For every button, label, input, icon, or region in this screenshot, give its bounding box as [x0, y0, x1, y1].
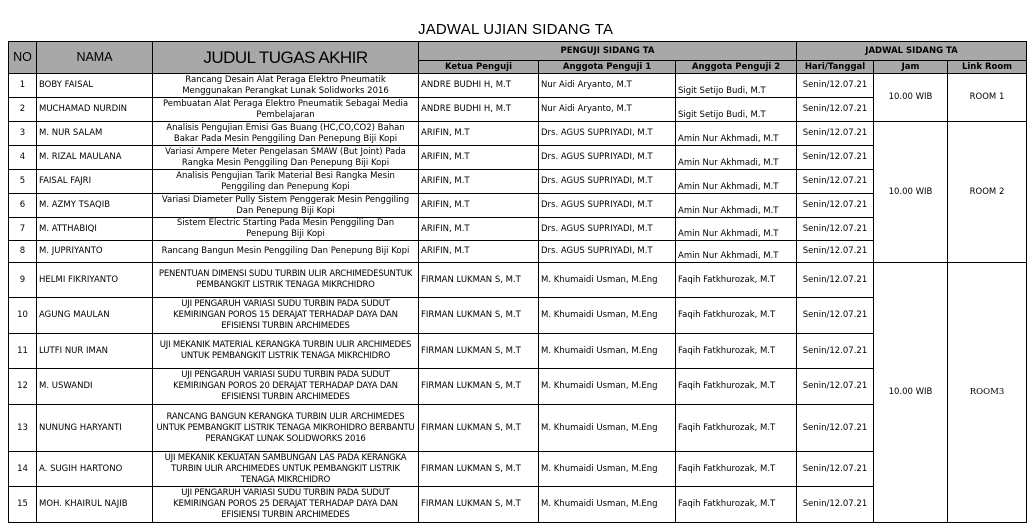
row-no: 8 [9, 241, 37, 263]
row-no: 5 [9, 170, 37, 194]
row-anggota1: M. Khumaidi Usman, M.Eng [539, 369, 676, 405]
row-judul: UJI MEKANIK KEKUATAN SAMBUNGAN LAS PADA KERANGKA TURBIN ULIR ARCHIMEDES UNTUK PEMBANGKIT LISTRIK TENAGA MIKRCHIDRO [153, 452, 419, 487]
row-anggota2: Sigit Setijo Budi, M.T [676, 98, 797, 122]
row-no: 10 [9, 298, 37, 334]
row-anggota1: Drs. AGUS SUPRIYADI, M.T [539, 218, 676, 241]
row-nama: A. SUGIH HARTONO [37, 452, 153, 487]
header-jam: Jam [874, 61, 948, 74]
row-judul: RANCANG BANGUN KERANGKA TURBIN ULIR ARCHIMEDES UNTUK PEMBANGKIT LISTRIK TENAGA MIKROHIDRO BERBANTU PERANGKAT LUNAK SOLIDWORKS 2016 [153, 405, 419, 452]
row-nama: AGUNG MAULAN [37, 298, 153, 334]
row-nama: NUNUNG HARYANTI [37, 405, 153, 452]
group-room: ROOM3 [948, 263, 1027, 523]
row-hari: Senin/12.07.21 [797, 452, 874, 487]
row-anggota2: Amin Nur Akhmadi, M.T [676, 122, 797, 146]
row-judul: Analisis Pengujian Emisi Gas Buang (HC,CO,CO2) Bahan Bakar Pada Mesin Penggiling Dan Penepung Biji Kopi [153, 122, 419, 146]
row-ketua: ARIFIN, M.T [419, 241, 539, 263]
row-anggota1: Drs. AGUS SUPRIYADI, M.T [539, 122, 676, 146]
row-judul: Variasi Ampere Meter Pengelasan SMAW (But Joint) Pada Rangka Mesin Penggiling Dan Penepung Biji Kopi [153, 146, 419, 170]
row-no: 14 [9, 452, 37, 487]
row-ketua: FIRMAN LUKMAN S, M.T [419, 298, 539, 334]
row-hari: Senin/12.07.21 [797, 146, 874, 170]
page-title: JADWAL UJIAN SIDANG TA [418, 21, 614, 38]
group-jam: 10.00 WIB [874, 122, 948, 263]
group-jam: 10.00 WIB [874, 263, 948, 523]
row-anggota2: Faqih Fatkhurozak, M.T [676, 405, 797, 452]
row-ketua: FIRMAN LUKMAN S, M.T [419, 334, 539, 369]
row-nama: M. RIZAL MAULANA [37, 146, 153, 170]
header-room: Link Room [948, 61, 1027, 74]
row-nama: M. JUPRIYANTO [37, 241, 153, 263]
header-nama: NAMA [37, 42, 153, 74]
row-no: 4 [9, 146, 37, 170]
row-anggota2: Amin Nur Akhmadi, M.T [676, 170, 797, 194]
row-judul: Rancang Desain Alat Peraga Elektro Pneumatik Menggunakan Perangkat Lunak Solidworks 2016 [153, 74, 419, 98]
row-nama: M. ATTHABIQI [37, 218, 153, 241]
row-judul: UJI PENGARUH VARIASI SUDU TURBIN PADA SUDUT KEMIRINGAN POROS 20 DERAJAT TERHADAP DAYA DAN EFISIENSI TURBIN ARCHIMEDES [153, 369, 419, 405]
header-hari: Hari/Tanggal [797, 61, 874, 74]
row-anggota1: Drs. AGUS SUPRIYADI, M.T [539, 241, 676, 263]
header-penguji-group: PENGUJI SIDANG TA [419, 42, 797, 61]
row-hari: Senin/12.07.21 [797, 170, 874, 194]
row-anggota2: Amin Nur Akhmadi, M.T [676, 218, 797, 241]
row-hari: Senin/12.07.21 [797, 241, 874, 263]
row-anggota2: Faqih Fatkhurozak, M.T [676, 487, 797, 523]
row-ketua: ANDRE BUDHI H, M.T [419, 74, 539, 98]
row-anggota1: M. Khumaidi Usman, M.Eng [539, 405, 676, 452]
row-anggota1: Drs. AGUS SUPRIYADI, M.T [539, 170, 676, 194]
row-anggota1: Drs. AGUS SUPRIYADI, M.T [539, 146, 676, 170]
row-ketua: ARIFIN, M.T [419, 122, 539, 146]
row-anggota1: Nur Aidi Aryanto, M.T [539, 74, 676, 98]
row-judul: UJI PENGARUH VARIASI SUDU TURBIN PADA SUDUT KEMIRINGAN POROS 25 DERAJAT TERHADAP DAYA DAN EFISIENSI TURBIN ARCHIMEDES [153, 487, 419, 523]
row-anggota2: Amin Nur Akhmadi, M.T [676, 194, 797, 218]
row-hari: Senin/12.07.21 [797, 334, 874, 369]
group-jam: 10.00 WIB [874, 74, 948, 122]
row-judul: Pembuatan Alat Peraga Elektro Pneumatik Sebagai Media Pembelajaran [153, 98, 419, 122]
row-ketua: ARIFIN, M.T [419, 194, 539, 218]
row-ketua: FIRMAN LUKMAN S, M.T [419, 487, 539, 523]
row-ketua: ARIFIN, M.T [419, 146, 539, 170]
row-anggota2: Faqih Fatkhurozak, M.T [676, 263, 797, 298]
row-hari: Senin/12.07.21 [797, 74, 874, 98]
row-hari: Senin/12.07.21 [797, 298, 874, 334]
table-row [9, 122, 1027, 146]
row-hari: Senin/12.07.21 [797, 98, 874, 122]
row-ketua: ANDRE BUDHI H, M.T [419, 98, 539, 122]
row-anggota1: M. Khumaidi Usman, M.Eng [539, 334, 676, 369]
table-row [9, 263, 1027, 298]
row-ketua: ARIFIN, M.T [419, 170, 539, 194]
row-nama: MUCHAMAD NURDIN [37, 98, 153, 122]
row-ketua: ARIFIN, M.T [419, 218, 539, 241]
group-room: ROOM 1 [948, 74, 1027, 122]
row-ketua: FIRMAN LUKMAN S, M.T [419, 369, 539, 405]
row-judul: Rancang Bangun Mesin Penggiling Dan Penepung Biji Kopi [153, 241, 419, 263]
row-anggota2: Sigit Setijo Budi, M.T [676, 74, 797, 98]
row-no: 11 [9, 334, 37, 369]
row-no: 1 [9, 74, 37, 98]
table-header [9, 42, 1027, 74]
row-no: 7 [9, 218, 37, 241]
row-hari: Senin/12.07.21 [797, 263, 874, 298]
row-hari: Senin/12.07.21 [797, 369, 874, 405]
row-no: 9 [9, 263, 37, 298]
row-nama: M. AZMY TSAQIB [37, 194, 153, 218]
row-no: 3 [9, 122, 37, 146]
row-judul: Sistem Electric Starting Pada Mesin Penggiling Dan Penepung Biji Kopi [153, 218, 419, 241]
table-body [9, 74, 1027, 523]
row-nama: M. NUR SALAM [37, 122, 153, 146]
row-judul: PENENTUAN DIMENSI SUDU TURBIN ULIR ARCHIMEDESUNTUK PEMBANGKIT LISTRIK TENAGA MIKRCHIDRO [153, 263, 419, 298]
row-judul: Variasi Diameter Pully Sistem Penggerak Mesin Penggiling Dan Penepung Biji Kopi [153, 194, 419, 218]
row-no: 6 [9, 194, 37, 218]
row-judul: UJI PENGARUH VARIASI SUDU TURBIN PADA SUDUT KEMIRINGAN POROS 15 DERAJAT TERHADAP DAYA DAN EFISIENSI TURBIN ARCHIMEDES [153, 298, 419, 334]
row-anggota2: Faqih Fatkhurozak, M.T [676, 452, 797, 487]
header-ketua: Ketua Penguji [419, 61, 539, 74]
row-anggota1: M. Khumaidi Usman, M.Eng [539, 263, 676, 298]
row-anggota2: Faqih Fatkhurozak, M.T [676, 334, 797, 369]
row-judul: Analisis Pengujian Tarik Material Besi Rangka Mesin Penggiling dan Penepung Kopi [153, 170, 419, 194]
header-anggota1: Anggota Penguji 1 [539, 61, 676, 74]
row-anggota1: M. Khumaidi Usman, M.Eng [539, 452, 676, 487]
row-anggota2: Amin Nur Akhmadi, M.T [676, 241, 797, 263]
row-nama: BOBY FAISAL [37, 74, 153, 98]
row-nama: M. USWANDI [37, 369, 153, 405]
row-judul: UJI MEKANIK MATERIAL KERANGKA TURBIN ULIR ARCHIMEDES UNTUK PEMBANGKIT LISTRIK TENAGA MIKRCHIDRO [153, 334, 419, 369]
row-anggota1: Nur Aidi Aryanto, M.T [539, 98, 676, 122]
row-nama: LUTFI NUR IMAN [37, 334, 153, 369]
row-anggota2: Amin Nur Akhmadi, M.T [676, 146, 797, 170]
row-hari: Senin/12.07.21 [797, 405, 874, 452]
row-ketua: FIRMAN LUKMAN S, M.T [419, 263, 539, 298]
row-hari: Senin/12.07.21 [797, 194, 874, 218]
header-anggota2: Anggota Penguji 2 [676, 61, 797, 74]
row-ketua: FIRMAN LUKMAN S, M.T [419, 452, 539, 487]
schedule-table [8, 41, 1027, 523]
row-ketua: FIRMAN LUKMAN S, M.T [419, 405, 539, 452]
row-hari: Senin/12.07.21 [797, 218, 874, 241]
row-no: 15 [9, 487, 37, 523]
row-anggota1: Drs. AGUS SUPRIYADI, M.T [539, 194, 676, 218]
group-room: ROOM 2 [948, 122, 1027, 263]
header-jadwal-group: JADWAL SIDANG TA [797, 42, 1027, 61]
row-anggota1: M. Khumaidi Usman, M.Eng [539, 298, 676, 334]
header-no: NO [9, 42, 37, 74]
row-hari: Senin/12.07.21 [797, 487, 874, 523]
row-hari: Senin/12.07.21 [797, 122, 874, 146]
row-no: 13 [9, 405, 37, 452]
row-nama: MOH. KHAIRUL NAJIB [37, 487, 153, 523]
row-anggota1: M. Khumaidi Usman, M.Eng [539, 487, 676, 523]
row-anggota2: Faqih Fatkhurozak, M.T [676, 298, 797, 334]
row-nama: HELMI FIKRIYANTO [37, 263, 153, 298]
row-no: 2 [9, 98, 37, 122]
table-row [9, 74, 1027, 98]
row-nama: FAISAL FAJRI [37, 170, 153, 194]
row-no: 12 [9, 369, 37, 405]
header-judul: JUDUL TUGAS AKHIR [153, 42, 419, 74]
row-anggota2: Faqih Fatkhurozak, M.T [676, 369, 797, 405]
